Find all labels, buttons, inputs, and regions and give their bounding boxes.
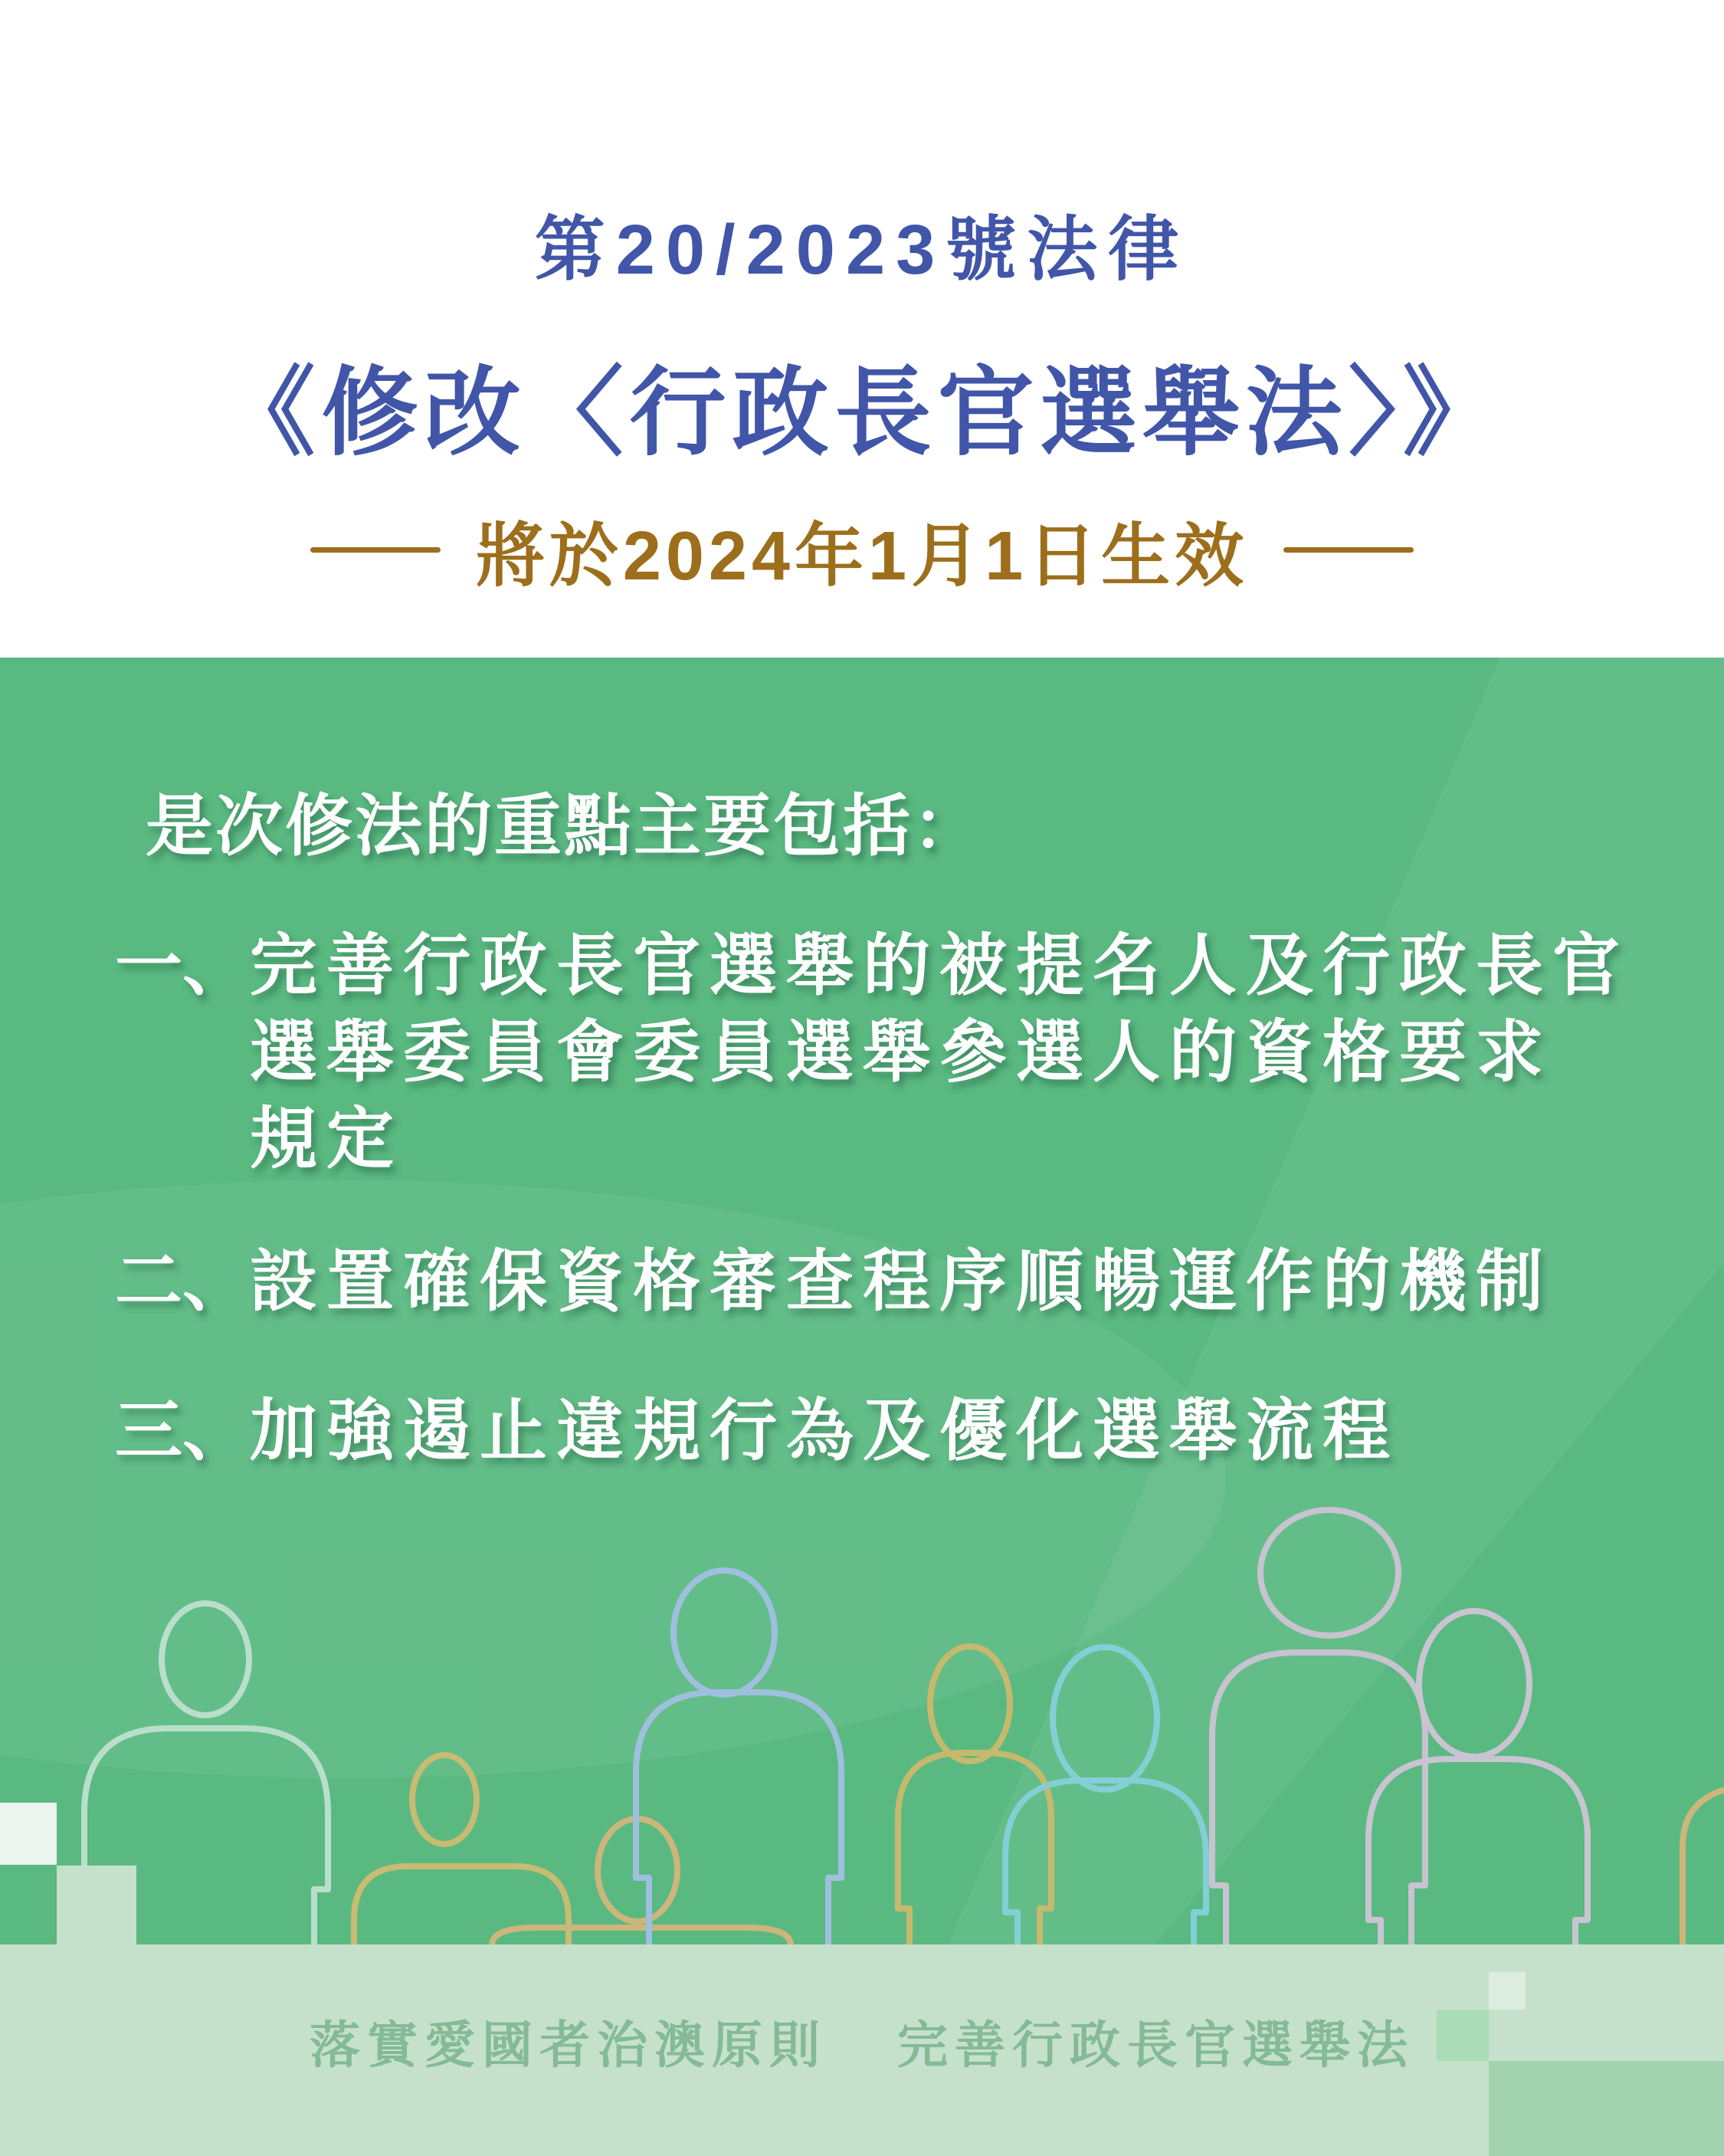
list-item-line: 加強遏止違規行為及優化選舉流程 — [250, 1393, 1400, 1469]
bottom-left-block-decoration — [57, 1866, 136, 1946]
list-item-line: 規定 — [250, 1101, 404, 1176]
left-dash-decoration — [310, 547, 441, 553]
bottom-right-light-square-decoration — [1489, 1972, 1526, 2010]
list-item-text — [250, 922, 1629, 1182]
list-item-text — [250, 1238, 1552, 1324]
bottom-left-square-decoration — [0, 1803, 57, 1865]
law-number-heading: 第20/2023號法律 — [534, 211, 1190, 289]
key-points-list — [115, 922, 1632, 1474]
list-item-marker: 三、 — [115, 1393, 251, 1469]
header-section — [0, 0, 1724, 658]
list-item — [115, 1387, 1632, 1474]
poster-title: 《修改〈行政長官選舉法〉》 — [218, 359, 1506, 467]
list-item-line: 完善行政長官選舉的被提名人及行政長官 — [250, 927, 1630, 1003]
list-item-line: 設置確保資格審查程序順暢運作的機制 — [250, 1243, 1553, 1319]
list-item-text — [250, 1387, 1399, 1474]
list-item-line: 選舉委員會委員選舉參選人的資格要求 — [250, 1014, 1553, 1090]
intro-line: 是次修法的重點主要包括： — [146, 788, 983, 864]
bottom-right-mid-square-decoration — [1437, 2010, 1489, 2061]
footer-slogan-left: 落實愛國者治澳原則 — [310, 2017, 827, 2073]
right-dash-decoration — [1283, 547, 1414, 553]
list-item-marker: 二、 — [115, 1243, 251, 1319]
bottom-right-rect-decoration — [1489, 2061, 1724, 2156]
effective-date-text: 將於2024年1月1日生效 — [475, 518, 1249, 595]
list-item — [115, 1238, 1632, 1324]
effective-date-row — [0, 500, 1724, 599]
main-content-section — [0, 658, 1724, 1944]
list-item-marker: 一、 — [115, 927, 251, 1003]
list-item — [115, 922, 1632, 1182]
footer-slogan-right: 完善行政長官選舉法 — [897, 2017, 1414, 2073]
